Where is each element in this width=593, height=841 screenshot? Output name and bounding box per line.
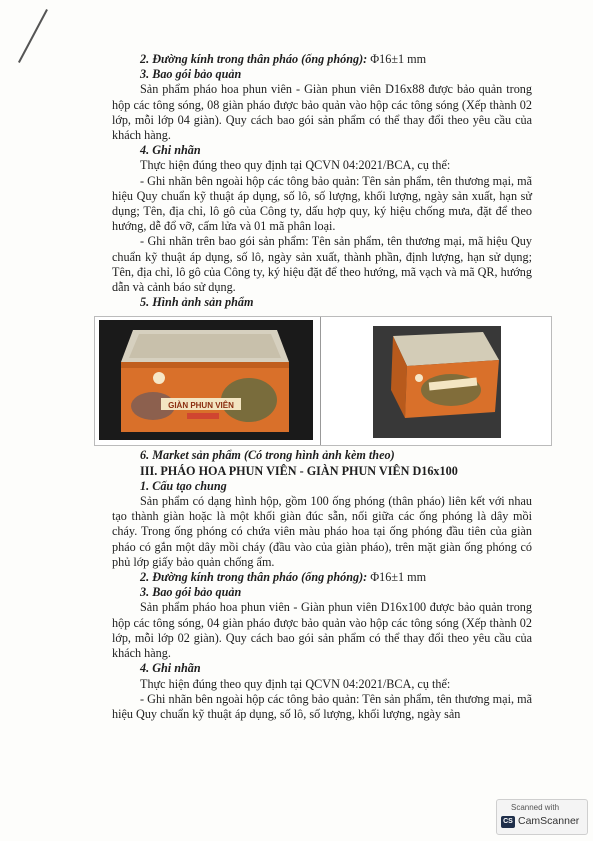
product-photos (94, 316, 552, 446)
prev-labeling-bullet-package: - Ghi nhãn trên bao gói sản phẩm: Tên sản phẩm, tên thương mại, mã hiệu Quy chuẩn kỹ thuật áp dụng, số lô, ngày sản xuất, thành phần, định lượng, hạn sử dụng; Tên, địa chỉ, lô gô của Công ty, ký hiệu đặt để theo hướng, mã vạch và mã QR, hướng dẫn và cảnh báo sử dụng. (112, 234, 532, 295)
prev-labeling-heading: 4. Ghi nhãn (140, 143, 201, 158)
watermark-brand: CamScanner (518, 815, 580, 827)
prev-labeling-intro: Thực hiện đúng theo quy định tại QCVN 04:2021/BCA, cụ thể: (140, 158, 451, 173)
camscanner-logo-icon: CS (501, 816, 515, 828)
prev-diameter-heading: 2. Đường kính trong thân pháo (ống phóng): (140, 52, 368, 66)
camscanner-watermark (496, 799, 588, 835)
document-body (112, 52, 532, 722)
product-box-label: GIÀN PHUN VIÊN (168, 401, 234, 411)
prev-market-heading: 6. Market sản phẩm (Có trong hình ảnh kèm theo) (140, 448, 395, 463)
prev-packaging-heading: 3. Bao gói bảo quản (140, 67, 242, 82)
part3-labeling-intro: Thực hiện đúng theo quy định tại QCVN 04:2021/BCA, cụ thể: (140, 676, 451, 691)
prev-diameter-value: Φ16±1 mm (367, 52, 427, 66)
prev-images-heading: 5. Hình ảnh sản phẩm (140, 295, 254, 310)
part3-title: III. PHÁO HOA PHUN VIÊN - GIÀN PHUN VIÊN D16x100 (140, 463, 458, 478)
part3-diameter-value: Φ16±1 mm (367, 570, 427, 585)
part3-labeling-heading: 4. Ghi nhãn (140, 661, 201, 676)
photo-divider (320, 317, 321, 445)
part3-diameter-heading: 2. Đường kính trong thân pháo (ống phóng): (140, 570, 368, 585)
prev-packaging-paragraph: Sản phẩm pháo hoa phun viên - Giàn phun viên D16x88 được bảo quản trong hộp các tông sóng, 08 giàn pháo được bảo quản vào hộp các tông sóng (Xếp thành 02 lớp, mỗi lớp 04 giàn). Quy cách bao gói sản phẩm có thể thay đổi theo yêu cầu của khách hàng. (112, 82, 532, 143)
watermark-scanned-with: Scanned with (511, 803, 560, 812)
scan-artifact-line (18, 9, 48, 63)
part3-diameter-line (112, 570, 532, 585)
part3-packaging-heading: 3. Bao gói bảo quản (140, 585, 242, 600)
prev-diameter-line (112, 52, 532, 67)
part3-structure-heading: 1. Cấu tạo chung (140, 478, 227, 493)
part3-structure-paragraph: Sản phẩm có dạng hình hộp, gồm 100 ống phóng (thân pháo) liên kết với nhau tạo thành giàn hoặc là một khối giàn đúc sẵn, nối giữa các ống phóng là dây mồi cháy. Trong ống phóng có chứa viên màu pháo hoa tại ống phóng đầu tiên của giàn pháo có gắn một dây mồi cháy (đầu vào của giàn pháo), trên mặt giàn ống phóng có phủ lớp giấy bảo quản chống ẩm. (112, 494, 532, 569)
firework-box-angled-image (333, 320, 547, 440)
firework-box-front-image (99, 320, 313, 440)
part3-labeling-bullet-outer: - Ghi nhãn bên ngoài hộp các tông bảo quản: Tên sản phẩm, tên thương mại, mã hiệu Quy chuẩn kỹ thuật áp dụng, số lô, số lượng, khối lượng, ngày sản (112, 691, 532, 721)
part3-packaging-paragraph: Sản phẩm pháo hoa phun viên - Giàn phun viên D16x100 được bảo quản trong hộp các tông sóng, 04 giàn pháo được bảo quản vào hộp các tông sóng (Xếp thành 02 lớp, mỗi lớp 02 giàn). Quy cách bao gói sản phẩm có thể thay đổi theo yêu cầu của khách hàng. (112, 600, 532, 661)
product-photo-angled (333, 320, 547, 440)
prev-labeling-bullet-outer: - Ghi nhãn bên ngoài hộp các tông bảo quản: Tên sản phẩm, tên thương mại, mã hiệu Quy chuẩn kỹ thuật áp dụng, số lô, số lượng, khối lượng, ngày sản xuất, hạn sử dụng; Tên, địa chỉ, lô gô của Công ty, dấu hợp quy, ký hiệu chống mưa, đặt để theo hướng, dễ đổ vỡ, cấm lửa và 01 mã phân loại. (112, 173, 532, 234)
product-photo-front (99, 320, 313, 440)
